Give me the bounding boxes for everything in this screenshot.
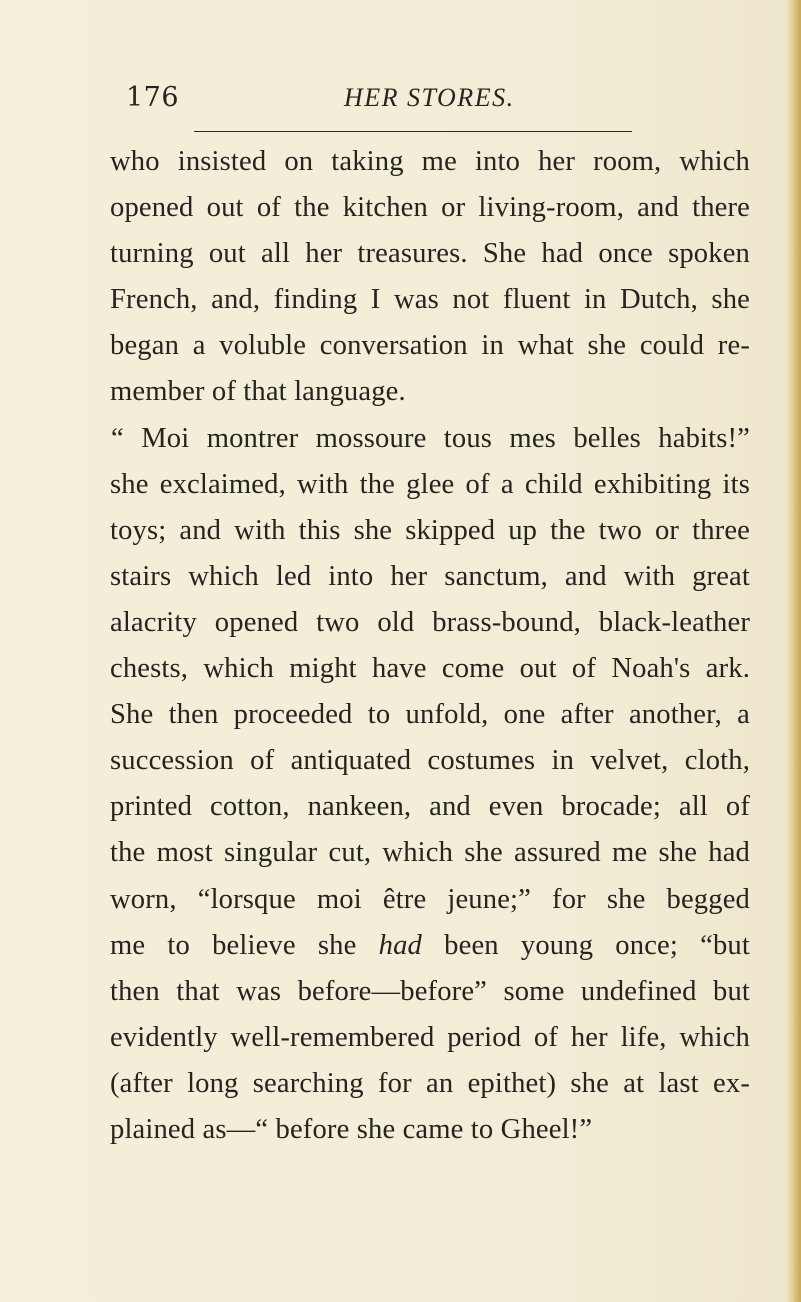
text-line-10: stairs which led into her sanctum, and with great bbox=[110, 560, 750, 592]
text-line-9: toys; and with this she skipped up the two or three bbox=[110, 514, 750, 546]
text-line-22: plained as—“ before she came to Gheel!” bbox=[110, 1113, 593, 1145]
text-line-14: succession of antiquated costumes in velvet, cloth, bbox=[110, 745, 750, 777]
text-line-12: chests, which might have come out of Noah's ark. bbox=[110, 653, 750, 685]
text-line-19: then that was before—before” some undefined but bbox=[110, 975, 750, 1007]
text-line-15: printed cotton, nankeen, and even brocade; all of bbox=[110, 791, 750, 823]
text-line-3: turning out all her treasures. She had once spoken bbox=[110, 238, 750, 270]
text-line-13: She then proceeded to unfold, one after another, a bbox=[110, 699, 750, 731]
page-number: 176 bbox=[126, 82, 180, 113]
header-rule bbox=[194, 131, 632, 132]
text-line-17: worn, “lorsque moi être jeune;” for she begged bbox=[110, 883, 750, 915]
page-header bbox=[126, 78, 686, 118]
body-text bbox=[110, 139, 750, 1153]
running-head: HER STORES. bbox=[344, 83, 515, 112]
text-line-5: began a voluble conversation in what she could re- bbox=[110, 330, 750, 362]
text-line-20: evidently well-remembered period of her life, which bbox=[110, 1021, 750, 1053]
page-edge-shadow bbox=[785, 0, 801, 1302]
text-line-6: member of that language. bbox=[110, 376, 406, 408]
text-line-11: alacrity opened two old brass-bound, black-leather bbox=[110, 606, 750, 638]
text-line-18-start: me to believe she bbox=[110, 929, 357, 961]
text-line-16: the most singular cut, which she assured me she had bbox=[110, 837, 750, 869]
text-line-18 bbox=[110, 923, 750, 969]
text-line-21: (after long searching for an epithet) she at last ex- bbox=[110, 1067, 750, 1099]
text-line-4: French, and, finding I was not fluent in Dutch, she bbox=[110, 284, 750, 316]
text-line-7: “ Moi montrer mossoure tous mes belles habits!” bbox=[111, 422, 750, 454]
emphasized-word-had: had bbox=[378, 929, 422, 961]
text-line-18-end: been young once; “but bbox=[444, 929, 750, 961]
text-line-1: who insisted on taking me into her room, which bbox=[110, 146, 750, 177]
text-line-2: opened out of the kitchen or living-room, and there bbox=[110, 192, 750, 224]
text-line-8: she exclaimed, with the glee of a child exhibiting its bbox=[110, 468, 750, 500]
